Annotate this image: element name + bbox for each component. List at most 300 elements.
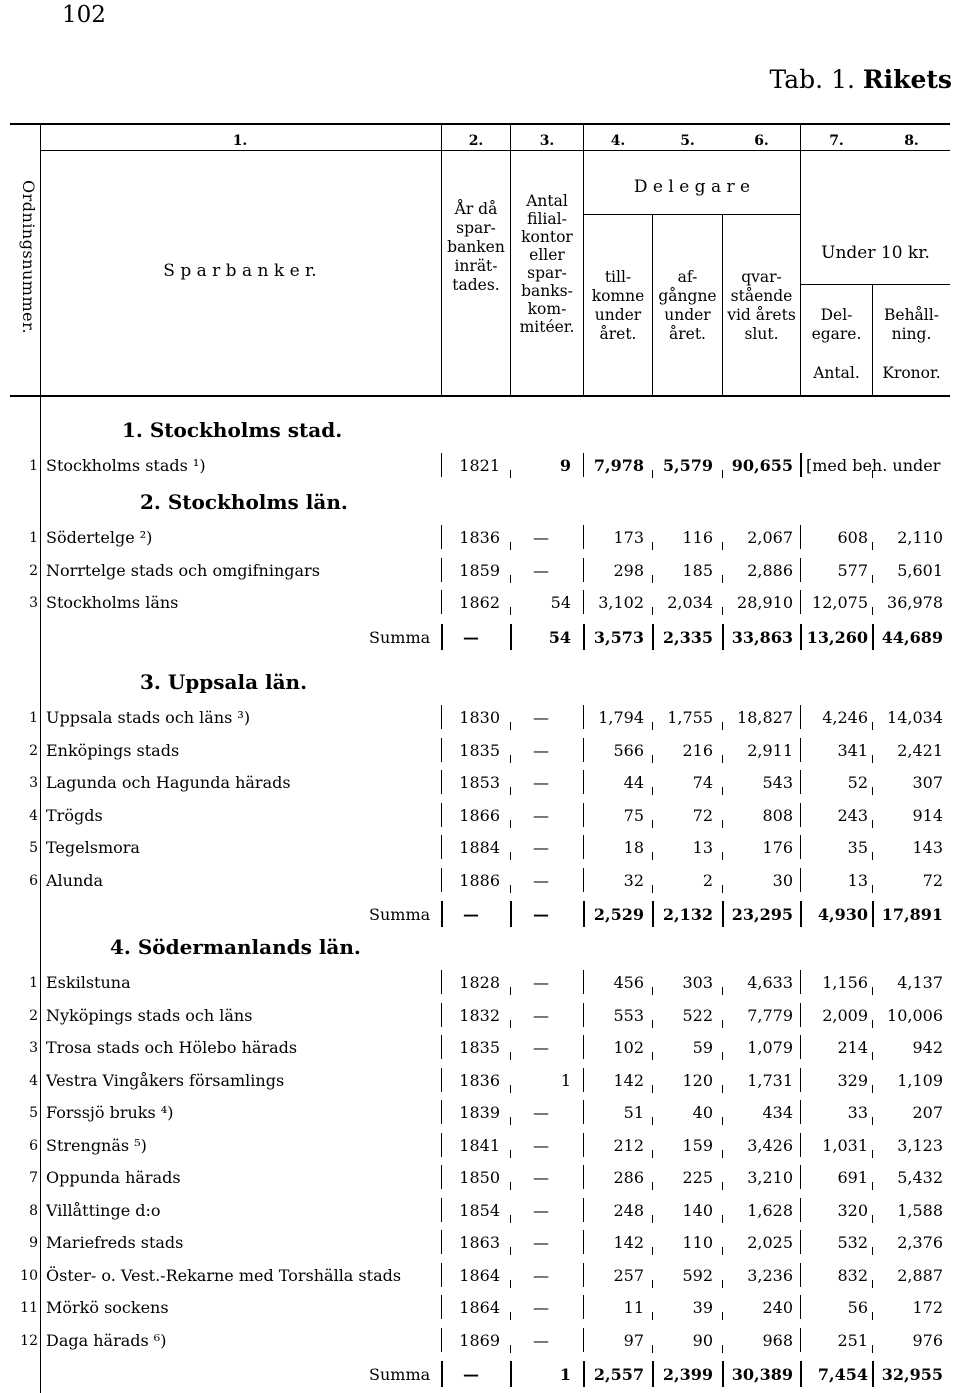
cell-del: 12,075 xyxy=(812,593,868,612)
table-row xyxy=(0,1130,960,1161)
cell-filial: 54 xyxy=(550,593,571,612)
col3-header-line: kom- xyxy=(527,300,567,318)
page-number: 102 xyxy=(62,2,106,28)
table-row xyxy=(0,800,960,831)
cell-afg: 1,755 xyxy=(667,708,713,727)
column-number-1: 1. xyxy=(232,133,248,149)
bank-name: Norrtelge stads och omgifningars xyxy=(46,561,434,580)
col4-header-line: under xyxy=(594,306,642,324)
cell-filial: — xyxy=(533,905,549,924)
cell-till: 553 xyxy=(613,1005,644,1025)
cell-afg: 2,034 xyxy=(667,593,713,612)
col3-header-line: filial- xyxy=(527,210,567,228)
table-row xyxy=(0,587,960,618)
cell-qvar: 2,886 xyxy=(747,560,793,580)
cell-afg: 40 xyxy=(692,1103,713,1122)
cell-del: 52 xyxy=(847,773,868,792)
table-row xyxy=(0,1097,960,1128)
cell-afg: 72 xyxy=(692,805,713,825)
cell-till: 2,529 xyxy=(593,905,644,924)
cell-del: 7,454 xyxy=(817,1365,868,1384)
cell-filial: — xyxy=(533,1298,549,1317)
col5-header-line: af- xyxy=(677,268,698,286)
bank-name: Villåttinge d:o xyxy=(46,1201,434,1220)
cell-beh: 207 xyxy=(912,1103,943,1122)
row-ordinal: 3 xyxy=(29,1040,38,1056)
cell-afg: 59 xyxy=(692,1038,713,1057)
cell-year: 1821 xyxy=(459,456,500,475)
bank-name: Stockholms stads ¹) xyxy=(46,456,434,475)
cell-afg: 522 xyxy=(682,1005,713,1025)
cell-afg: 74 xyxy=(692,773,713,792)
col5-header-line: under xyxy=(664,306,711,324)
bank-name: Uppsala stads och läns ³) xyxy=(46,708,434,727)
cell-till: 142 xyxy=(613,1070,644,1090)
col3-header-line: kontor xyxy=(521,228,573,246)
col2-header-line: spar- xyxy=(456,219,496,237)
col7-header-line: Del- xyxy=(820,306,853,324)
column-number-3: 3. xyxy=(539,133,555,149)
cell-beh: 36,978 xyxy=(887,593,943,612)
cell-del: 13,260 xyxy=(806,627,868,647)
cell-beh: 44,689 xyxy=(881,627,943,647)
cell-del: 341 xyxy=(837,740,868,760)
cell-year: 1862 xyxy=(459,593,500,612)
cell-qvar: 3,236 xyxy=(747,1265,793,1285)
cell-filial: — xyxy=(533,1330,549,1350)
bank-name: Eskilstuna xyxy=(46,973,434,992)
cell-del: 56 xyxy=(847,1298,868,1317)
row-ordinal: 5 xyxy=(29,840,38,856)
table-row xyxy=(0,832,960,863)
table-row xyxy=(0,1162,960,1193)
bank-name: Mörkö sockens xyxy=(46,1298,434,1317)
cell-year: 1854 xyxy=(459,1200,500,1220)
cell-del: 35 xyxy=(847,838,868,857)
section-title: 1. Stockholms stad. xyxy=(122,418,343,442)
bank-name: Mariefreds stads xyxy=(46,1233,434,1252)
cell-beh: 14,034 xyxy=(887,708,943,727)
cell-beh: 172 xyxy=(912,1298,943,1317)
col3-header-line: eller xyxy=(529,246,565,264)
cell-year: 1828 xyxy=(459,973,500,992)
cell-del: 577 xyxy=(837,560,868,580)
col3-header-line: banks- xyxy=(521,282,573,300)
cell-year: 1884 xyxy=(459,838,500,857)
cell-year: 1836 xyxy=(459,528,500,547)
cell-beh: 1,109 xyxy=(897,1070,943,1090)
cell-beh: 72 xyxy=(922,870,943,890)
cell-qvar: 18,827 xyxy=(737,708,793,727)
cell-till: 3,102 xyxy=(598,593,644,612)
cell-filial: — xyxy=(533,1038,549,1057)
col6-header-line: slut. xyxy=(744,325,779,343)
cell-del: 832 xyxy=(837,1265,868,1285)
cell-filial: — xyxy=(533,1103,549,1122)
cell-beh: 5,601 xyxy=(897,560,943,580)
cell-till: 2,557 xyxy=(593,1365,644,1384)
delegare-rule xyxy=(584,214,800,215)
cell-qvar: 4,633 xyxy=(747,973,793,992)
cell-qvar: 808 xyxy=(762,805,793,825)
cell-qvar: 176 xyxy=(762,838,793,857)
row-note: [med beh. under xyxy=(806,456,941,475)
bank-name: Södertelge ²) xyxy=(46,528,434,547)
row-ordinal: 2 xyxy=(29,1007,38,1024)
row-ordinal: 7 xyxy=(29,1170,38,1186)
row-ordinal: 1 xyxy=(29,975,38,991)
table-row xyxy=(0,735,960,766)
col8-header-line: Behåll- xyxy=(884,306,939,324)
cell-qvar: 1,731 xyxy=(747,1070,793,1090)
cell-year: 1841 xyxy=(459,1135,500,1155)
cell-till: 97 xyxy=(623,1330,644,1350)
cell-till: 3,573 xyxy=(593,627,644,647)
cell-qvar: 2,911 xyxy=(747,740,793,760)
header-top-rule xyxy=(10,123,950,125)
branch-offices-header xyxy=(511,192,583,336)
col2-header-line: banken xyxy=(447,238,505,256)
row-ordinal: 2 xyxy=(29,562,38,579)
cell-till: 51 xyxy=(623,1103,644,1122)
cell-qvar: 434 xyxy=(762,1103,793,1122)
cell-qvar: 23,295 xyxy=(731,905,793,924)
row-ordinal: 6 xyxy=(29,1137,38,1154)
members-under-10-header xyxy=(801,306,872,344)
row-ordinal: 4 xyxy=(29,1072,38,1089)
bank-name: Alunda xyxy=(46,871,434,890)
cell-del: 1,156 xyxy=(822,973,868,992)
section-title: 4. Södermanlands län. xyxy=(110,935,361,959)
cell-afg: 13 xyxy=(692,838,713,857)
table-row xyxy=(0,555,960,586)
column-number-7: 7. xyxy=(829,133,844,149)
bank-name: Nyköpings stads och läns xyxy=(46,1006,434,1025)
cell-qvar: 3,210 xyxy=(747,1168,793,1187)
bank-name: Strengnäs ⁵) xyxy=(46,1136,434,1155)
cell-filial: — xyxy=(533,560,549,580)
cell-del: 243 xyxy=(837,805,868,825)
bank-name: Forssjö bruks ⁴) xyxy=(46,1103,434,1122)
row-ordinal: 11 xyxy=(20,1300,38,1316)
cell-del: 1,031 xyxy=(822,1135,868,1155)
summa-label: Summa xyxy=(369,1365,431,1384)
cell-beh: 2,421 xyxy=(897,740,943,760)
table-row xyxy=(0,1227,960,1258)
column-number-4: 4. xyxy=(610,133,626,149)
cell-del: 13 xyxy=(847,870,868,890)
cell-del: 329 xyxy=(837,1070,868,1090)
col2-header-line: År då xyxy=(454,200,498,218)
col6-header-line: qvar- xyxy=(741,268,782,286)
col4-header-line: komne xyxy=(591,287,645,305)
table-row xyxy=(0,1195,960,1226)
cell-afg: 592 xyxy=(682,1265,713,1285)
cell-beh: 17,891 xyxy=(881,905,943,924)
cell-filial: — xyxy=(533,805,549,825)
row-ordinal: 12 xyxy=(20,1332,38,1349)
column-number-5: 5. xyxy=(680,133,695,149)
summa-row xyxy=(0,1359,960,1390)
kronor-unit: Kronor. xyxy=(882,364,941,382)
table-row xyxy=(0,1000,960,1031)
antal-unit: Antal. xyxy=(813,364,860,382)
cell-till: 102 xyxy=(613,1038,644,1057)
summa-row xyxy=(0,899,960,930)
row-ordinal: 6 xyxy=(29,872,38,889)
col6-header-line: vid årets xyxy=(727,306,796,324)
summa-row xyxy=(0,622,960,653)
col4-header-line: till- xyxy=(604,268,632,286)
row-ordinal: 3 xyxy=(29,595,38,611)
table-row xyxy=(0,1292,960,1323)
cell-afg: 120 xyxy=(682,1070,713,1090)
col3-header-line: Antal xyxy=(526,192,568,210)
bank-name: Trosa stads och Hölebo härads xyxy=(46,1038,434,1057)
row-ordinal: 1 xyxy=(29,530,38,546)
cell-year: 1866 xyxy=(459,805,500,825)
cell-till: 1,794 xyxy=(598,708,644,727)
cell-filial: 54 xyxy=(548,627,571,647)
cell-beh: 2,110 xyxy=(897,528,943,547)
cell-afg: 185 xyxy=(682,560,713,580)
table-row xyxy=(0,1065,960,1096)
cell-beh: 976 xyxy=(912,1330,943,1350)
cell-qvar: 90,655 xyxy=(731,456,793,475)
table-title-emph: Rikets xyxy=(862,65,952,94)
bank-name: Daga härads ⁶) xyxy=(46,1331,434,1350)
cell-filial: — xyxy=(533,838,549,857)
cell-beh: 10,006 xyxy=(887,1005,943,1025)
cell-filial: — xyxy=(533,1265,549,1285)
cell-year: — xyxy=(463,1365,479,1384)
cell-filial: — xyxy=(533,528,549,547)
cell-afg: 110 xyxy=(682,1233,713,1252)
cell-del: 691 xyxy=(837,1168,868,1187)
bank-name: Enköpings stads xyxy=(46,741,434,760)
cell-afg: 303 xyxy=(682,973,713,992)
cell-filial: — xyxy=(533,1005,549,1025)
cell-filial: 9 xyxy=(559,456,571,475)
cell-qvar: 543 xyxy=(762,773,793,792)
cell-qvar: 33,863 xyxy=(731,627,793,647)
header-col4-rule xyxy=(583,124,584,396)
cell-filial: — xyxy=(533,773,549,792)
sparbanker-header: S p a r b a n k e r. xyxy=(163,261,317,281)
bank-name: Trögds xyxy=(46,806,434,825)
cell-afg: 140 xyxy=(682,1200,713,1220)
cell-beh: 4,137 xyxy=(897,973,943,992)
col3-header-line: spar- xyxy=(527,264,567,282)
cell-till: 11 xyxy=(623,1298,644,1317)
row-ordinal: 1 xyxy=(29,710,38,726)
col5-header-line: året. xyxy=(669,325,706,343)
table-title xyxy=(770,65,952,94)
col7-header-line: egare. xyxy=(811,325,862,343)
row-ordinal: 2 xyxy=(29,742,38,759)
cell-afg: 90 xyxy=(692,1330,713,1350)
cell-till: 212 xyxy=(613,1135,644,1155)
cell-year: 1850 xyxy=(459,1168,500,1187)
cell-till: 173 xyxy=(613,528,644,547)
cell-qvar: 7,779 xyxy=(747,1005,793,1025)
cell-till: 142 xyxy=(613,1233,644,1252)
new-members-header xyxy=(584,268,652,344)
row-ordinal: 4 xyxy=(29,807,38,824)
cell-till: 18 xyxy=(623,838,644,857)
table-row xyxy=(0,1325,960,1356)
cell-year: 1886 xyxy=(459,870,500,890)
column-number-2: 2. xyxy=(468,133,484,149)
cell-qvar: 1,079 xyxy=(747,1038,793,1057)
cell-till: 75 xyxy=(623,805,644,825)
column-number-rule xyxy=(40,150,950,151)
cell-year: 1839 xyxy=(459,1103,500,1122)
col6-header-line: stående xyxy=(730,287,793,305)
bank-name: Oppunda härads xyxy=(46,1168,434,1187)
cell-beh: 143 xyxy=(912,838,943,857)
remaining-members-header xyxy=(723,268,800,344)
cell-filial: — xyxy=(533,1168,549,1187)
table-row xyxy=(0,1032,960,1063)
cell-year: 1864 xyxy=(459,1298,500,1317)
col3-header-line: mitéer. xyxy=(519,318,575,336)
col2-header-line: inrät- xyxy=(454,257,498,275)
table-row xyxy=(0,522,960,553)
cell-del: 4,930 xyxy=(817,905,868,924)
cell-qvar: 240 xyxy=(762,1298,793,1317)
cell-year: — xyxy=(463,905,479,924)
cell-filial: — xyxy=(533,740,549,760)
cell-del: 214 xyxy=(837,1038,868,1057)
col5-header-line: gångne xyxy=(658,287,717,305)
departed-members-header xyxy=(653,268,722,344)
cell-afg: 2,132 xyxy=(662,905,713,924)
cell-till: 7,978 xyxy=(593,456,644,475)
bank-name: Tegelsmora xyxy=(46,838,434,857)
cell-afg: 2,335 xyxy=(662,627,713,647)
cell-afg: 225 xyxy=(682,1168,713,1187)
cell-qvar: 1,628 xyxy=(747,1200,793,1220)
cell-year: — xyxy=(463,627,479,647)
ordningsnummer-header: Ordningsnummer. xyxy=(19,180,38,335)
row-ordinal: 10 xyxy=(20,1267,38,1284)
cell-year: 1859 xyxy=(459,560,500,580)
cell-qvar: 2,025 xyxy=(747,1233,793,1252)
cell-del: 532 xyxy=(837,1233,868,1252)
header-bottom-rule xyxy=(10,395,950,397)
table-row xyxy=(0,967,960,998)
cell-year: 1832 xyxy=(459,1005,500,1025)
bank-name: Öster- o. Vest.-Rekarne med Torshälla stads xyxy=(46,1266,434,1285)
cell-year: 1835 xyxy=(459,740,500,760)
cell-filial: 1 xyxy=(560,1070,571,1090)
cell-filial: 1 xyxy=(559,1365,571,1384)
cell-beh: 2,376 xyxy=(897,1233,943,1252)
row-ordinal: 1 xyxy=(29,458,38,474)
cell-del: 251 xyxy=(837,1330,868,1350)
cell-beh: 914 xyxy=(912,805,943,825)
cell-beh: 942 xyxy=(912,1038,943,1057)
bank-name: Stockholms läns xyxy=(46,593,434,612)
cell-del: 608 xyxy=(837,528,868,547)
year-founded-header xyxy=(442,200,510,295)
cell-qvar: 2,067 xyxy=(747,528,793,547)
row-ordinal: 3 xyxy=(29,775,38,791)
cell-qvar: 30 xyxy=(772,870,793,890)
cell-afg: 39 xyxy=(692,1298,713,1317)
summa-label: Summa xyxy=(369,905,431,924)
cell-till: 298 xyxy=(613,560,644,580)
bank-name: Lagunda och Hagunda härads xyxy=(46,773,434,792)
col4-header-line: året. xyxy=(599,325,637,343)
cell-beh: 3,123 xyxy=(897,1135,943,1155)
cell-filial: — xyxy=(533,1135,549,1155)
column-number-8: 8. xyxy=(904,133,919,149)
summa-label: Summa xyxy=(369,627,431,647)
cell-till: 32 xyxy=(623,870,644,890)
table-title-prefix: Tab. 1. xyxy=(769,65,855,94)
bank-name: Vestra Vingåkers församlings xyxy=(46,1071,434,1090)
cell-filial: — xyxy=(533,870,549,890)
cell-qvar: 968 xyxy=(762,1330,793,1350)
cell-afg: 216 xyxy=(682,740,713,760)
section-title: 3. Uppsala län. xyxy=(140,670,308,694)
col2-header-line: tades. xyxy=(452,276,500,294)
cell-year: 1836 xyxy=(459,1070,500,1090)
cell-till: 456 xyxy=(613,973,644,992)
table-row xyxy=(0,767,960,798)
cell-afg: 116 xyxy=(682,528,713,547)
cell-year: 1853 xyxy=(459,773,500,792)
cell-filial: — xyxy=(533,708,549,727)
cell-till: 44 xyxy=(623,773,644,792)
row-ordinal: 5 xyxy=(29,1105,38,1121)
holdings-under-10-header xyxy=(873,306,950,344)
cell-year: 1835 xyxy=(459,1038,500,1057)
cell-beh: 5,432 xyxy=(897,1168,943,1187)
cell-year: 1830 xyxy=(459,708,500,727)
cell-qvar: 3,426 xyxy=(747,1135,793,1155)
cell-year: 1863 xyxy=(459,1233,500,1252)
column-number-6: 6. xyxy=(754,133,769,149)
cell-beh: 32,955 xyxy=(881,1365,943,1384)
cell-filial: — xyxy=(533,1233,549,1252)
cell-afg: 159 xyxy=(682,1135,713,1155)
table-row xyxy=(0,865,960,896)
cell-qvar: 30,389 xyxy=(731,1365,793,1384)
cell-beh: 307 xyxy=(912,773,943,792)
cell-afg: 2,399 xyxy=(662,1365,713,1384)
cell-del: 2,009 xyxy=(822,1005,868,1025)
cell-del: 33 xyxy=(847,1103,868,1122)
cell-afg: 5,579 xyxy=(662,456,713,475)
cell-afg: 2 xyxy=(702,870,713,890)
cell-beh: 2,887 xyxy=(897,1265,943,1285)
row-ordinal: 8 xyxy=(29,1202,38,1219)
column-rule xyxy=(801,453,802,477)
cell-till: 248 xyxy=(613,1200,644,1220)
table-row xyxy=(0,702,960,733)
row-ordinal: 9 xyxy=(29,1235,38,1251)
under-10-kr-header: Under 10 kr. xyxy=(821,243,930,263)
cell-del: 320 xyxy=(837,1200,868,1220)
cell-year: 1869 xyxy=(459,1330,500,1350)
cell-till: 257 xyxy=(613,1265,644,1285)
cell-filial: — xyxy=(533,1200,549,1220)
cell-beh: 1,588 xyxy=(897,1200,943,1220)
cell-year: 1864 xyxy=(459,1265,500,1285)
